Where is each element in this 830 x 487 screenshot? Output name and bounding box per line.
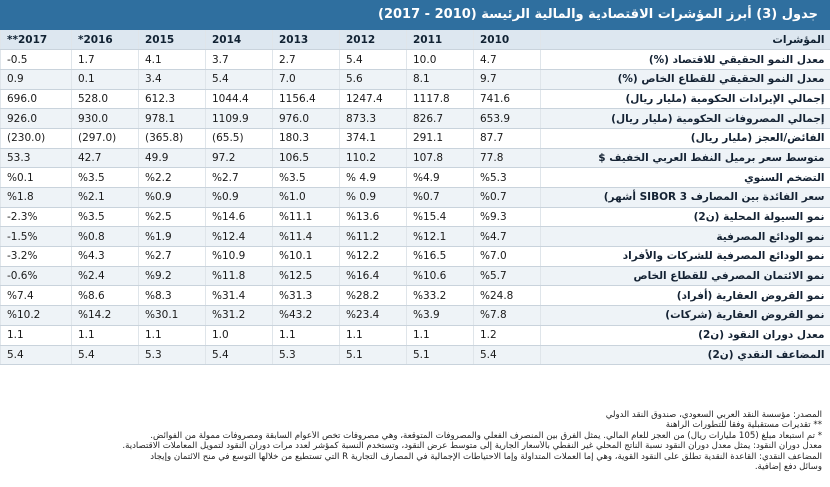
- table-cell: -0.5: [1, 50, 72, 70]
- table-cell: 4.7: [474, 50, 541, 70]
- table-cell: %14.2: [72, 306, 139, 326]
- table-cell: %2.5: [139, 207, 206, 227]
- table-cell: 0.1: [72, 69, 139, 89]
- table-cell: 5.4: [474, 345, 541, 365]
- table-cell: %4.9: [407, 168, 474, 188]
- table-cell: %4.7: [474, 227, 541, 247]
- table-cell: 42.7: [72, 148, 139, 168]
- table-cell: 180.3: [273, 128, 340, 148]
- table-cell: %3.5: [273, 168, 340, 188]
- table-cell: %28.2: [340, 286, 407, 306]
- table-cell: 3.4: [139, 69, 206, 89]
- table-cell: 978.1: [139, 109, 206, 129]
- table-cell: %10.9: [206, 247, 273, 267]
- header-year-2015: 2015: [139, 30, 206, 50]
- table-cell: %5.3: [474, 168, 541, 188]
- header-year-2017: **2017: [1, 30, 72, 50]
- table-cell: 1.1: [1, 325, 72, 345]
- table-row: [1, 168, 830, 188]
- row-label: معدل النمو الحقيقي للقطاع الخاص (%): [541, 69, 830, 89]
- header-year-2010: 2010: [474, 30, 541, 50]
- table-row: [1, 109, 830, 129]
- table-cell: %11.8: [206, 266, 273, 286]
- table-cell: 5.4: [206, 345, 273, 365]
- table-cell: %9.3: [474, 207, 541, 227]
- header-year-2012: 2012: [340, 30, 407, 50]
- table-row: [1, 50, 830, 70]
- table-cell: 5.3: [139, 345, 206, 365]
- table-cell: %1.8: [1, 188, 72, 208]
- row-label: نمو القروض العقارية (شركات): [541, 306, 830, 326]
- row-label: الفائض/العجز (مليار ريال): [541, 128, 830, 148]
- table-cell: %11.2: [340, 227, 407, 247]
- table-cell: 1.2: [474, 325, 541, 345]
- table-title: جدول (3) أبرز المؤشرات الاقتصادية والمالية الرئيسة (2010 - 2017): [0, 0, 830, 30]
- table-cell: %12.4: [206, 227, 273, 247]
- table-cell: %12.1: [407, 227, 474, 247]
- table-cell: 1.1: [407, 325, 474, 345]
- header-year-2013: 2013: [273, 30, 340, 50]
- table-cell: 612.3: [139, 89, 206, 109]
- table-cell: 106.5: [273, 148, 340, 168]
- table-cell: % 0.9: [340, 188, 407, 208]
- table-cell: 1.1: [340, 325, 407, 345]
- table-cell: %31.4: [206, 286, 273, 306]
- table-cell: %14.6: [206, 207, 273, 227]
- table-cell: %11.1: [273, 207, 340, 227]
- table-cell: 9.7: [474, 69, 541, 89]
- table-cell: 110.2: [340, 148, 407, 168]
- table-cell: %2.2: [139, 168, 206, 188]
- header-indicators: المؤشرات: [541, 30, 830, 50]
- table-cell: %0.7: [474, 188, 541, 208]
- table-cell: 5.1: [407, 345, 474, 365]
- table-cell: 4.1: [139, 50, 206, 70]
- table-cell: %23.4: [340, 306, 407, 326]
- table-cell: 107.8: [407, 148, 474, 168]
- table-cell: %16.4: [340, 266, 407, 286]
- table-cell: 826.7: [407, 109, 474, 129]
- table-row: [1, 89, 830, 109]
- table-row: [1, 188, 830, 208]
- table-cell: 5.4: [1, 345, 72, 365]
- table-cell: 696.0: [1, 89, 72, 109]
- table-cell: 1117.8: [407, 89, 474, 109]
- table-row: [1, 306, 830, 326]
- table-cell: 930.0: [72, 109, 139, 129]
- footnote-velocity: معدل دوران النقود: يمثل معدل دوران النقود نسبة الناتج المحلي غير النفطي بالأسعار الجارية إلى متوسط عرض النقود، وتستخدم النسبة كمؤشر لعدد مرات دوران النقود لتمويل المعاملات الاقتصادية.: [122, 441, 822, 452]
- table-row: [1, 227, 830, 247]
- table-cell: 976.0: [273, 109, 340, 129]
- table-cell: %24.8: [474, 286, 541, 306]
- table-cell: 8.1: [407, 69, 474, 89]
- row-label: التضخم السنوي: [541, 168, 830, 188]
- table-cell: 49.9: [139, 148, 206, 168]
- table-cell: %31.2: [206, 306, 273, 326]
- table-cell: 1109.9: [206, 109, 273, 129]
- table-cell: 1156.4: [273, 89, 340, 109]
- table-cell: 1.1: [139, 325, 206, 345]
- table-cell: %31.3: [273, 286, 340, 306]
- table-cell: -2.3%: [1, 207, 72, 227]
- table-cell: %7.0: [474, 247, 541, 267]
- table-cell: %2.7: [139, 247, 206, 267]
- table-cell: 1.0: [206, 325, 273, 345]
- row-label: نمو الودائع المصرفية: [541, 227, 830, 247]
- table-cell: %16.5: [407, 247, 474, 267]
- table-cell: %1.0: [273, 188, 340, 208]
- table-cell: 7.0: [273, 69, 340, 89]
- table-cell: 653.9: [474, 109, 541, 129]
- table-cell: 1247.4: [340, 89, 407, 109]
- table-cell: 77.8: [474, 148, 541, 168]
- table-cell: 1.1: [273, 325, 340, 345]
- table-cell: 1.1: [72, 325, 139, 345]
- table-cell: 5.1: [340, 345, 407, 365]
- table-row: [1, 325, 830, 345]
- table-cell: %8.6: [72, 286, 139, 306]
- row-label: إجمالي المصروفات الحكومية (مليار ريال): [541, 109, 830, 129]
- table-cell: %43.2: [273, 306, 340, 326]
- row-label: متوسط سعر برميل النفط العربي الخفيف $: [541, 148, 830, 168]
- table-row: [1, 69, 830, 89]
- table-cell: %4.3: [72, 247, 139, 267]
- table-cell: %3.5: [72, 168, 139, 188]
- table-cell: 10.0: [407, 50, 474, 70]
- row-label: معدل دوران النقود (ن2): [541, 325, 830, 345]
- table-cell: 5.4: [72, 345, 139, 365]
- table-cell: %0.1: [1, 168, 72, 188]
- table-cell: (230.0): [1, 128, 72, 148]
- header-year-2011: 2011: [407, 30, 474, 50]
- table-cell: 5.4: [206, 69, 273, 89]
- table-row: [1, 207, 830, 227]
- table-cell: 926.0: [1, 109, 72, 129]
- table-row: [1, 128, 830, 148]
- table-cell: (65.5): [206, 128, 273, 148]
- table-cell: 1.7: [72, 50, 139, 70]
- table-cell: %30.1: [139, 306, 206, 326]
- table-cell: %12.5: [273, 266, 340, 286]
- table-cell: %0.8: [72, 227, 139, 247]
- indicators-table: [0, 30, 830, 365]
- table-cell: 3.7: [206, 50, 273, 70]
- table-cell: 1044.4: [206, 89, 273, 109]
- footnote-multiplier: المضاعف النقدي: القاعدة النقدية تطلق على النقود القوية، وهي إما العملات المتداولة وإما الاحتياطات الإجمالية في المصارف التجارية R التي تستطيع من خلالها التوسع في منح الائتمان وإيجاد: [150, 451, 822, 462]
- table-cell: %2.1: [72, 188, 139, 208]
- header-row: [1, 30, 830, 50]
- table-cell: 2.7: [273, 50, 340, 70]
- table-cell: %0.9: [139, 188, 206, 208]
- footnote-estimates: ** تقديرات مستقبلية وفقاً للتطورات الراهنة: [665, 420, 822, 431]
- table-row: [1, 266, 830, 286]
- table-cell: (297.0): [72, 128, 139, 148]
- table-cell: %33.2: [407, 286, 474, 306]
- table-cell: -3.2%: [1, 247, 72, 267]
- row-label: إجمالي الإيرادات الحكومية (مليار ريال): [541, 89, 830, 109]
- footnotes: [0, 408, 830, 487]
- table-cell: %9.2: [139, 266, 206, 286]
- table-cell: %1.9: [139, 227, 206, 247]
- row-label: المضاعف النقدي (ن2): [541, 345, 830, 365]
- table-cell: 873.3: [340, 109, 407, 129]
- table-row: [1, 345, 830, 365]
- row-label: نمو القروض العقارية (أفراد): [541, 286, 830, 306]
- table-cell: -0.6%: [1, 266, 72, 286]
- footnote-multiplier-cont: وسائل دفع إضافية.: [754, 462, 822, 473]
- header-year-2016: *2016: [72, 30, 139, 50]
- table-cell: 374.1: [340, 128, 407, 148]
- table-cell: 5.6: [340, 69, 407, 89]
- table-cell: %15.4: [407, 207, 474, 227]
- table-cell: 53.3: [1, 148, 72, 168]
- table-cell: 291.1: [407, 128, 474, 148]
- table-cell: (365.8): [139, 128, 206, 148]
- table-row: [1, 286, 830, 306]
- table-cell: 741.6: [474, 89, 541, 109]
- table-cell: %10.1: [273, 247, 340, 267]
- table-cell: 87.7: [474, 128, 541, 148]
- table-cell: %2.7: [206, 168, 273, 188]
- table-cell: %10.2: [1, 306, 72, 326]
- table-cell: %3.5: [72, 207, 139, 227]
- table-cell: %13.6: [340, 207, 407, 227]
- table-cell: %8.3: [139, 286, 206, 306]
- table-cell: -1.5%: [1, 227, 72, 247]
- table-row: [1, 247, 830, 267]
- header-year-2014: 2014: [206, 30, 273, 50]
- table-cell: 5.4: [340, 50, 407, 70]
- row-label: معدل النمو الحقيقي للاقتصاد (%): [541, 50, 830, 70]
- table-cell: 97.2: [206, 148, 273, 168]
- table-cell: 5.3: [273, 345, 340, 365]
- table-cell: %2.4: [72, 266, 139, 286]
- table-cell: %7.4: [1, 286, 72, 306]
- table-cell: %0.9: [206, 188, 273, 208]
- table-row: [1, 148, 830, 168]
- footnote-deficit: * تم استبعاد مبلغ (105 مليارات ريال) من العجز للعام المالي. يمثل الفرق بين المنصرف الفعلي والمصروفات المتوقعة، وهي مصروفات تخص الأعوام السابقة ومصروفات ممولة من الفوائض.: [150, 430, 822, 441]
- table-cell: %5.7: [474, 266, 541, 286]
- table-cell: % 4.9: [340, 168, 407, 188]
- row-label: نمو الائتمان المصرفي للقطاع الخاص: [541, 266, 830, 286]
- footnote-source: المصدر: مؤسسة النقد العربي السعودي، صندوق النقد الدولي: [605, 410, 822, 420]
- table-cell: 0.9: [1, 69, 72, 89]
- table-cell: %7.8: [474, 306, 541, 326]
- table-cell: %0.7: [407, 188, 474, 208]
- row-label: نمو الودائع المصرفية للشركات والأفراد: [541, 247, 830, 267]
- row-label: سعر الفائدة بين المصارف SIBOR 3 أشهر): [541, 188, 830, 208]
- row-label: نمو السيولة المحلية (ن2): [541, 207, 830, 227]
- table-cell: %10.6: [407, 266, 474, 286]
- table-cell: %3.9: [407, 306, 474, 326]
- table-cell: 528.0: [72, 89, 139, 109]
- table-cell: %11.4: [273, 227, 340, 247]
- table-cell: %12.2: [340, 247, 407, 267]
